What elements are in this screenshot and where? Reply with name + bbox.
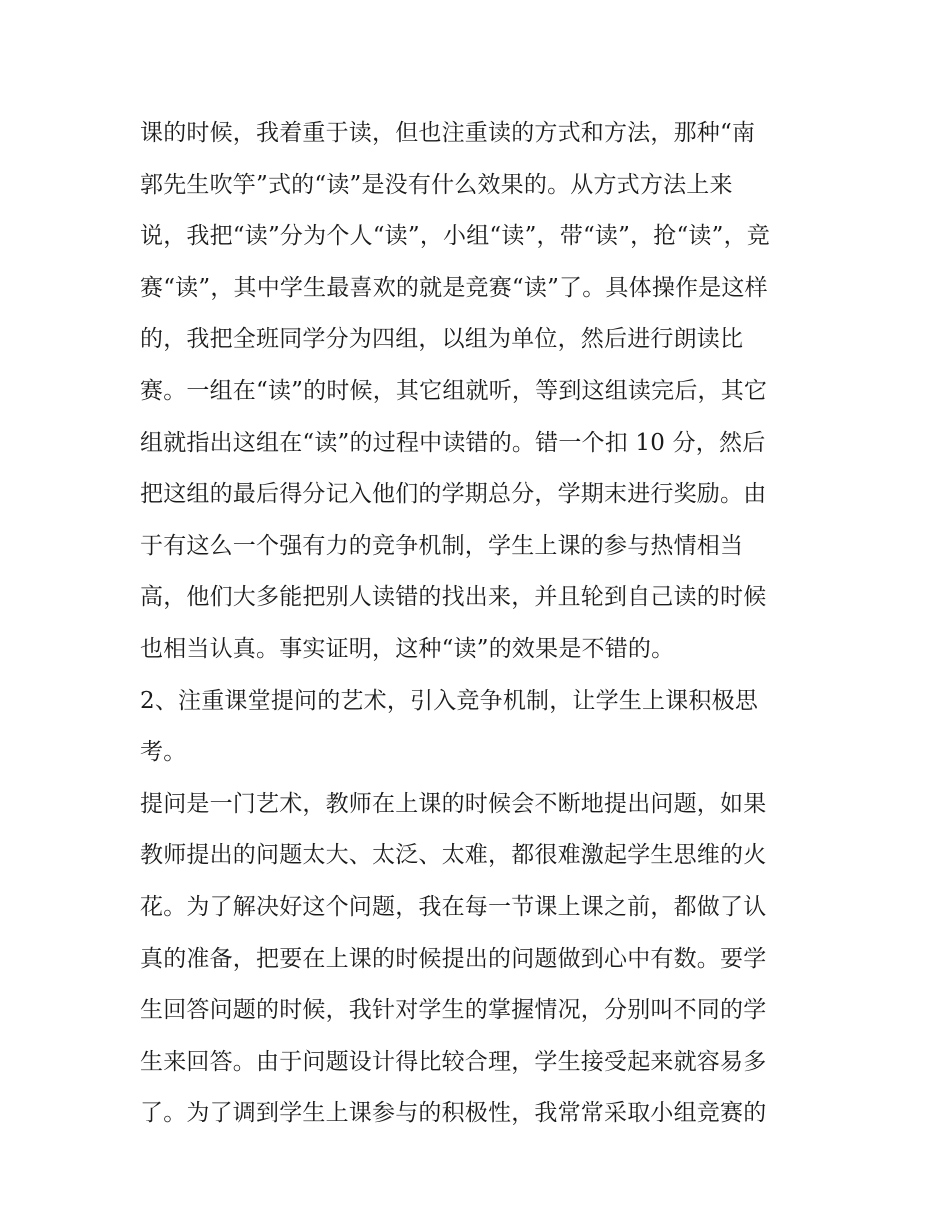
section-heading-line: 2、注重课堂提问的艺术，引入竞争机制，让学生上课积极思 [140, 687, 759, 714]
text-line: 组就指出这组在“读”的过程中读错的。错一个扣 10 分，然后 [140, 429, 766, 456]
text-line: 也相当认真。事实证明，这种“读”的效果是不错的。 [140, 635, 675, 662]
text-line: 生回答问题的时候，我针对学生的掌握情况，分别叫不同的学 [140, 997, 767, 1024]
text-line: 的，我把全班同学分为四组，以组为单位，然后进行朗读比 [140, 326, 744, 353]
text-line: 教师提出的问题太大、太泛、太难，都很难激起学生思维的火 [140, 842, 767, 869]
text-line: 了。为了调到学生上课参与的积极性，我常常采取小组竞赛的 [140, 1100, 767, 1127]
text-line: 说，我把“读”分为个人“读”，小组“读”，带“读”，抢“读”，竞 [140, 223, 770, 250]
text-line: 生来回答。由于问题设计得比较合理，学生接受起来就容易多 [140, 1048, 767, 1075]
text-line: 赛“读”，其中学生最喜欢的就是竞赛“读”了。具体操作是这样 [140, 274, 768, 301]
text-line: 真的准备，把要在上课的时候提出的问题做到心中有数。要学 [140, 945, 767, 972]
text-line: 花。为了解决好这个问题，我在每一节课上课之前，都做了认 [140, 893, 767, 920]
text-line: 课的时候，我着重于读，但也注重读的方式和方法，那种“南 [140, 120, 756, 146]
text-line: 提问是一门艺术，教师在上课的时候会不断地提出问题，如果 [140, 790, 767, 817]
text-line: 赛。一组在“读”的时候，其它组就听，等到这组读完后，其它 [140, 377, 768, 404]
text-line: 郭先生吹竽”式的“读”是没有什么效果的。从方式方法上来 [140, 171, 733, 198]
text-line: 于有这么一个强有力的竞争机制，学生上课的参与热情相当 [140, 532, 744, 559]
text-line: 把这组的最后得分记入他们的学期总分，学期末进行奖励。由 [140, 481, 767, 508]
section-heading-line: 考。 [140, 739, 187, 766]
text-line: 高，他们大多能把别人读错的找出来，并且轮到自己读的时候 [140, 584, 767, 611]
body-text [140, 108, 820, 1140]
